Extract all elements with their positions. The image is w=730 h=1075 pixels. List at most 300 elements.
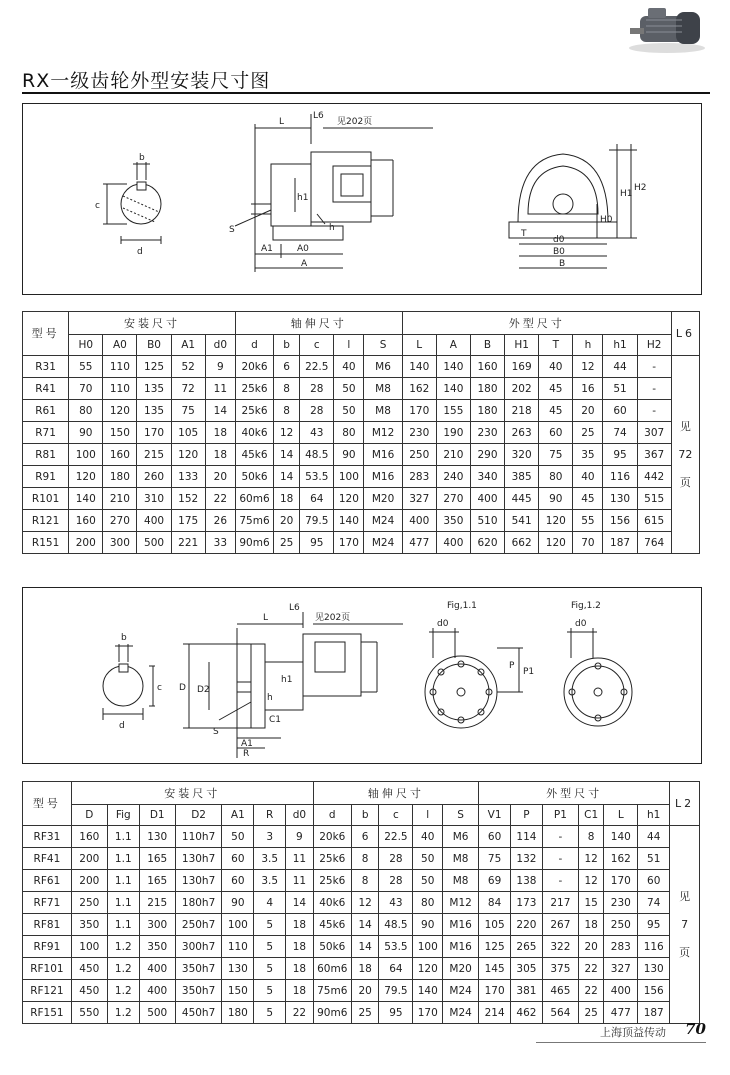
table-cell: 160 — [71, 826, 107, 848]
table-cell: RF91 — [23, 936, 72, 958]
table-cell: 8 — [351, 870, 379, 892]
table-cell: 8 — [274, 378, 300, 400]
table-cell: 53.5 — [379, 936, 413, 958]
table-cell: M8 — [364, 378, 402, 400]
column-header: D — [71, 805, 107, 826]
column-header: L — [402, 335, 436, 356]
table-cell: 25k6 — [313, 870, 351, 892]
table-cell: 48.5 — [300, 444, 334, 466]
table-cell: 14 — [286, 892, 314, 914]
table-cell: 477 — [402, 532, 436, 554]
table-cell: 250h7 — [175, 914, 222, 936]
table-cell: 95 — [603, 444, 637, 466]
diagram1-label-h: h — [329, 223, 335, 233]
diagram1-label-d: d — [137, 247, 143, 257]
group-header: 安装尺寸 — [71, 782, 313, 805]
rxf-dimension-table — [22, 781, 700, 1024]
table-cell: 69 — [479, 870, 511, 892]
table-header-row — [23, 335, 700, 356]
table-row — [23, 422, 700, 444]
table-cell: 90 — [222, 892, 254, 914]
column-header: d — [235, 335, 273, 356]
column-header: H2 — [637, 335, 671, 356]
table-cell: 33 — [205, 532, 235, 554]
table-cell: 80 — [334, 422, 364, 444]
table-cell: 5 — [254, 1002, 286, 1024]
table-cell: 300 — [139, 914, 175, 936]
table-cell: 450 — [71, 980, 107, 1002]
table-cell: 50 — [222, 826, 254, 848]
table-cell: 28 — [379, 870, 413, 892]
table-cell: 350h7 — [175, 958, 222, 980]
table-cell: 18 — [286, 914, 314, 936]
column-header: d0 — [205, 335, 235, 356]
see-page-note-part: 见 — [679, 419, 691, 433]
table-cell: RF101 — [23, 958, 72, 980]
table-cell: 80 — [539, 466, 573, 488]
table-cell: 48.5 — [379, 914, 413, 936]
see-page-note-part: 见 — [679, 889, 691, 903]
table-cell: 18 — [351, 958, 379, 980]
table-cell: 230 — [604, 892, 638, 914]
diagram2-label-fig1: Fig,1.1 — [447, 601, 477, 611]
diagram1-label-L: L — [279, 117, 285, 127]
column-header: D1 — [139, 805, 175, 826]
table-cell: 381 — [511, 980, 543, 1002]
table-cell: 130h7 — [175, 848, 222, 870]
table-cell: 3.5 — [254, 848, 286, 870]
column-header: B — [470, 335, 504, 356]
diagram2-label-h: h — [267, 693, 273, 703]
table-cell: 51 — [638, 848, 670, 870]
diagram1-label-h1: h1 — [297, 193, 309, 203]
table-cell: 218 — [505, 400, 539, 422]
table-cell: M20 — [364, 488, 402, 510]
table-cell: 90 — [539, 488, 573, 510]
table-cell: M12 — [443, 892, 479, 914]
table-cell: 202 — [505, 378, 539, 400]
table-cell: RF121 — [23, 980, 72, 1002]
table-cell: 145 — [479, 958, 511, 980]
table-cell: 442 — [637, 466, 671, 488]
table-cell: 125 — [137, 356, 171, 378]
table-cell: 130 — [603, 488, 637, 510]
table-cell: 44 — [603, 356, 637, 378]
table-cell: 79.5 — [300, 510, 334, 532]
table-cell: 327 — [604, 958, 638, 980]
table-cell: 26 — [205, 510, 235, 532]
table-cell: R31 — [23, 356, 69, 378]
table-cell: 60 — [222, 848, 254, 870]
table-row — [23, 826, 700, 848]
table-cell: 3 — [254, 826, 286, 848]
table-cell: 100 — [334, 466, 364, 488]
table-cell: M8 — [443, 870, 479, 892]
table-cell: 180 — [470, 400, 504, 422]
table-cell: 140 — [69, 488, 103, 510]
table-cell: 25 — [573, 422, 603, 444]
table-cell: 105 — [479, 914, 511, 936]
table-cell: 53.5 — [300, 466, 334, 488]
table-cell: RF61 — [23, 870, 72, 892]
table-cell: 40 — [413, 826, 443, 848]
table-cell: 173 — [511, 892, 543, 914]
table-cell: RF81 — [23, 914, 72, 936]
table-cell: 43 — [379, 892, 413, 914]
table-cell: 50 — [413, 870, 443, 892]
table-cell: 250 — [71, 892, 107, 914]
table-cell: 541 — [505, 510, 539, 532]
group-header: 外型尺寸 — [479, 782, 670, 805]
table-cell: 175 — [171, 510, 205, 532]
column-header: P1 — [542, 805, 578, 826]
table-cell: 22 — [286, 1002, 314, 1024]
table-cell: 267 — [542, 914, 578, 936]
table-cell: 50 — [334, 400, 364, 422]
table-cell: - — [542, 870, 578, 892]
table-cell: 11 — [286, 848, 314, 870]
table-cell: 14 — [351, 914, 379, 936]
diagram1-label-d0: d0 — [553, 235, 565, 245]
table-row — [23, 356, 700, 378]
table-cell: 165 — [139, 870, 175, 892]
table-cell: 1.2 — [107, 980, 139, 1002]
table-cell: RF31 — [23, 826, 72, 848]
table-cell: 8 — [578, 826, 603, 848]
table-cell: 8 — [351, 848, 379, 870]
table-cell: 11 — [286, 870, 314, 892]
table-cell: 310 — [137, 488, 171, 510]
table-cell: 43 — [300, 422, 334, 444]
table-cell: 90m6 — [235, 532, 273, 554]
table-row — [23, 848, 700, 870]
table-cell: 1.1 — [107, 870, 139, 892]
table-cell: 385 — [505, 466, 539, 488]
table-row — [23, 532, 700, 554]
column-header: L6 — [671, 312, 699, 356]
table-cell: 1.1 — [107, 892, 139, 914]
table-group-row — [23, 312, 700, 335]
table-cell: 44 — [638, 826, 670, 848]
table-cell: 20 — [578, 936, 603, 958]
diagram1-label-L6: L6 — [313, 111, 324, 121]
table-cell: 20 — [351, 980, 379, 1002]
table-cell: 20 — [573, 400, 603, 422]
table-cell: 133 — [171, 466, 205, 488]
table-cell: 5 — [254, 914, 286, 936]
column-header: d0 — [286, 805, 314, 826]
table-cell: 465 — [542, 980, 578, 1002]
table-cell: 6 — [351, 826, 379, 848]
table-cell: 165 — [139, 848, 175, 870]
technical-drawing-rx — [23, 104, 701, 294]
diagram2-label-P1: P1 — [523, 667, 535, 677]
table-cell: 160 — [470, 356, 504, 378]
table-cell: 110 — [222, 936, 254, 958]
diagram1-label-A: A — [301, 259, 308, 269]
table-cell: 40k6 — [235, 422, 273, 444]
column-header: V1 — [479, 805, 511, 826]
table-cell: 90m6 — [313, 1002, 351, 1024]
table-cell: 80 — [69, 400, 103, 422]
table-cell: 210 — [103, 488, 137, 510]
table-cell: 350 — [139, 936, 175, 958]
table-cell: 450 — [71, 958, 107, 980]
table-cell: 84 — [479, 892, 511, 914]
table-cell: 400 — [604, 980, 638, 1002]
table-cell: 20k6 — [235, 356, 273, 378]
diagram2-label-A1: A1 — [241, 739, 253, 749]
table-cell: 327 — [402, 488, 436, 510]
diagram1-label-c: c — [95, 201, 100, 211]
table-cell: 250 — [402, 444, 436, 466]
column-header: A1 — [171, 335, 205, 356]
diagram1-label-ref: 见202页 — [337, 117, 373, 127]
table-cell: 74 — [603, 422, 637, 444]
table-cell: 5 — [254, 980, 286, 1002]
page-title: RX一级齿轮外型安装尺寸图 — [22, 70, 271, 92]
table-cell: 270 — [103, 510, 137, 532]
table-cell: 75 — [479, 848, 511, 870]
table-cell: 500 — [139, 1002, 175, 1024]
diagram2-label-D: D — [179, 683, 186, 693]
table-cell: 200 — [71, 870, 107, 892]
table-cell: 510 — [470, 510, 504, 532]
table-cell: 116 — [638, 936, 670, 958]
table-cell: 400 — [402, 510, 436, 532]
diagram1-label-B: B — [559, 259, 566, 269]
table-cell: 50k6 — [235, 466, 273, 488]
table-cell: 28 — [300, 400, 334, 422]
table-cell: RF41 — [23, 848, 72, 870]
table-cell: 25k6 — [235, 400, 273, 422]
table-cell: 9 — [286, 826, 314, 848]
table-cell: R101 — [23, 488, 69, 510]
table-cell: 60m6 — [235, 488, 273, 510]
table-cell: 16 — [573, 378, 603, 400]
table-cell: 322 — [542, 936, 578, 958]
table-cell: 60 — [603, 400, 637, 422]
column-header: H1 — [505, 335, 539, 356]
table-cell: 75m6 — [235, 510, 273, 532]
table-cell: 3.5 — [254, 870, 286, 892]
table-cell: 74 — [638, 892, 670, 914]
table-row — [23, 870, 700, 892]
diagram-rxf-flange-mounted — [22, 587, 702, 764]
table-cell: RF71 — [23, 892, 72, 914]
table-cell: M16 — [443, 914, 479, 936]
table-cell: 1.2 — [107, 936, 139, 958]
diagram2-label-P: P — [509, 661, 515, 671]
table-cell: 400 — [139, 980, 175, 1002]
column-header: B0 — [137, 335, 171, 356]
table-cell: 75m6 — [313, 980, 351, 1002]
table-cell: 18 — [205, 422, 235, 444]
table-cell: 283 — [402, 466, 436, 488]
table-cell: 210 — [436, 444, 470, 466]
diagram2-label-L: L — [263, 613, 269, 623]
table-cell: 5 — [254, 936, 286, 958]
table-cell: 90 — [69, 422, 103, 444]
table-cell: 50k6 — [313, 936, 351, 958]
table-cell: 169 — [505, 356, 539, 378]
see-page-note-part: 72 — [678, 447, 693, 461]
table-row — [23, 914, 700, 936]
table-cell: 1.1 — [107, 848, 139, 870]
gear-motor-icon — [626, 4, 708, 54]
table-cell: 116 — [603, 466, 637, 488]
diagram1-label-H2: H2 — [634, 183, 647, 193]
table-cell: 152 — [171, 488, 205, 510]
table-cell: 400 — [470, 488, 504, 510]
table-cell: 260 — [137, 466, 171, 488]
table-cell: 14 — [274, 444, 300, 466]
table-cell: 187 — [603, 532, 637, 554]
table-cell: 60 — [222, 870, 254, 892]
column-header: D2 — [175, 805, 222, 826]
model-header: 型号 — [23, 782, 72, 826]
table-cell: 138 — [511, 870, 543, 892]
table-cell: 263 — [505, 422, 539, 444]
table-row — [23, 958, 700, 980]
table-cell: 250 — [604, 914, 638, 936]
table-cell: RF151 — [23, 1002, 72, 1024]
table-cell: 40 — [334, 356, 364, 378]
table-cell: 64 — [379, 958, 413, 980]
column-header: S — [364, 335, 402, 356]
column-header: P — [511, 805, 543, 826]
table-cell: 135 — [137, 378, 171, 400]
table-row — [23, 510, 700, 532]
table-cell: 120 — [539, 532, 573, 554]
table-row — [23, 378, 700, 400]
column-header: l — [413, 805, 443, 826]
group-header: 外型尺寸 — [402, 312, 671, 335]
table-cell: 50 — [413, 848, 443, 870]
table-cell: 22 — [578, 980, 603, 1002]
table-cell: 375 — [542, 958, 578, 980]
table-cell: 35 — [573, 444, 603, 466]
table-cell: 110 — [103, 378, 137, 400]
column-header: A — [436, 335, 470, 356]
table-cell: 40k6 — [313, 892, 351, 914]
table-cell: 400 — [139, 958, 175, 980]
table-cell: - — [637, 356, 671, 378]
brand-name: 上海顶益传动 — [600, 1024, 666, 1043]
table-cell: 1.2 — [107, 1002, 139, 1024]
table-cell: 500 — [137, 532, 171, 554]
table-cell: 155 — [436, 400, 470, 422]
table-cell: 75 — [539, 444, 573, 466]
column-header: c — [300, 335, 334, 356]
technical-drawing-rxf — [23, 588, 701, 763]
table-cell: 130 — [222, 958, 254, 980]
diagram1-label-H1: H1 — [620, 189, 633, 199]
diagram1-label-H0: H0 — [600, 215, 613, 225]
table-cell: 240 — [436, 466, 470, 488]
table-cell: 180 — [470, 378, 504, 400]
table-cell: R91 — [23, 466, 69, 488]
table-header-row — [23, 805, 700, 826]
table-cell: - — [637, 400, 671, 422]
table-cell: 283 — [604, 936, 638, 958]
table-cell: 22.5 — [379, 826, 413, 848]
column-header: l — [334, 335, 364, 356]
table-cell: 125 — [479, 936, 511, 958]
table-cell: 18 — [286, 958, 314, 980]
table-cell: 170 — [479, 980, 511, 1002]
table-cell: M24 — [443, 1002, 479, 1024]
table-cell: 9 — [205, 356, 235, 378]
table-cell: 14 — [205, 400, 235, 422]
table-cell: 400 — [436, 532, 470, 554]
table-cell: 80 — [413, 892, 443, 914]
page-number: 70 — [685, 1020, 706, 1038]
table-cell: 120 — [103, 400, 137, 422]
table-cell: R61 — [23, 400, 69, 422]
table-cell: 156 — [603, 510, 637, 532]
table-cell: 40 — [539, 356, 573, 378]
table-cell: M24 — [364, 532, 402, 554]
column-header: Fig — [107, 805, 139, 826]
table-cell: 135 — [137, 400, 171, 422]
table-cell: 100 — [71, 936, 107, 958]
table-cell: 160 — [69, 510, 103, 532]
table-cell: 12 — [578, 848, 603, 870]
title-rule — [22, 92, 710, 94]
page-footer — [536, 1018, 706, 1048]
see-page-note-part: 7 — [681, 917, 689, 931]
table-cell: 550 — [71, 1002, 107, 1024]
see-page-note-part: 页 — [679, 945, 691, 959]
table-cell: 110h7 — [175, 826, 222, 848]
column-header: L2 — [670, 782, 700, 826]
column-header: d — [313, 805, 351, 826]
table-cell: 615 — [637, 510, 671, 532]
table-cell: 28 — [379, 848, 413, 870]
table-cell: 12 — [578, 870, 603, 892]
table-cell: 25 — [578, 1002, 603, 1024]
table-cell: 221 — [171, 532, 205, 554]
table-cell: 18 — [286, 980, 314, 1002]
table-cell: 45k6 — [235, 444, 273, 466]
table-cell: 477 — [604, 1002, 638, 1024]
rx-dimension-table — [22, 311, 700, 554]
table-cell: 60 — [479, 826, 511, 848]
column-header: R — [254, 805, 286, 826]
table-cell: 190 — [436, 422, 470, 444]
table-cell: 180 — [222, 1002, 254, 1024]
table-cell: 130h7 — [175, 870, 222, 892]
table-cell: 22.5 — [300, 356, 334, 378]
table-row — [23, 892, 700, 914]
table-cell: 110 — [103, 356, 137, 378]
table-cell: 162 — [604, 848, 638, 870]
diagram2-label-L6: L6 — [289, 603, 300, 613]
table-cell: 350 — [436, 510, 470, 532]
table-cell: 28 — [300, 378, 334, 400]
table-cell: 45 — [573, 488, 603, 510]
table-cell: 620 — [470, 532, 504, 554]
table-cell: 70 — [69, 378, 103, 400]
diagram2-label-fig2: Fig,1.2 — [571, 601, 601, 611]
see-page-note — [670, 826, 700, 1024]
table-cell: 350h7 — [175, 980, 222, 1002]
diagram1-label-B0: B0 — [553, 247, 565, 257]
table-cell: 18 — [286, 936, 314, 958]
table-cell: 4 — [254, 892, 286, 914]
diagram2-label-d: d — [119, 721, 125, 731]
